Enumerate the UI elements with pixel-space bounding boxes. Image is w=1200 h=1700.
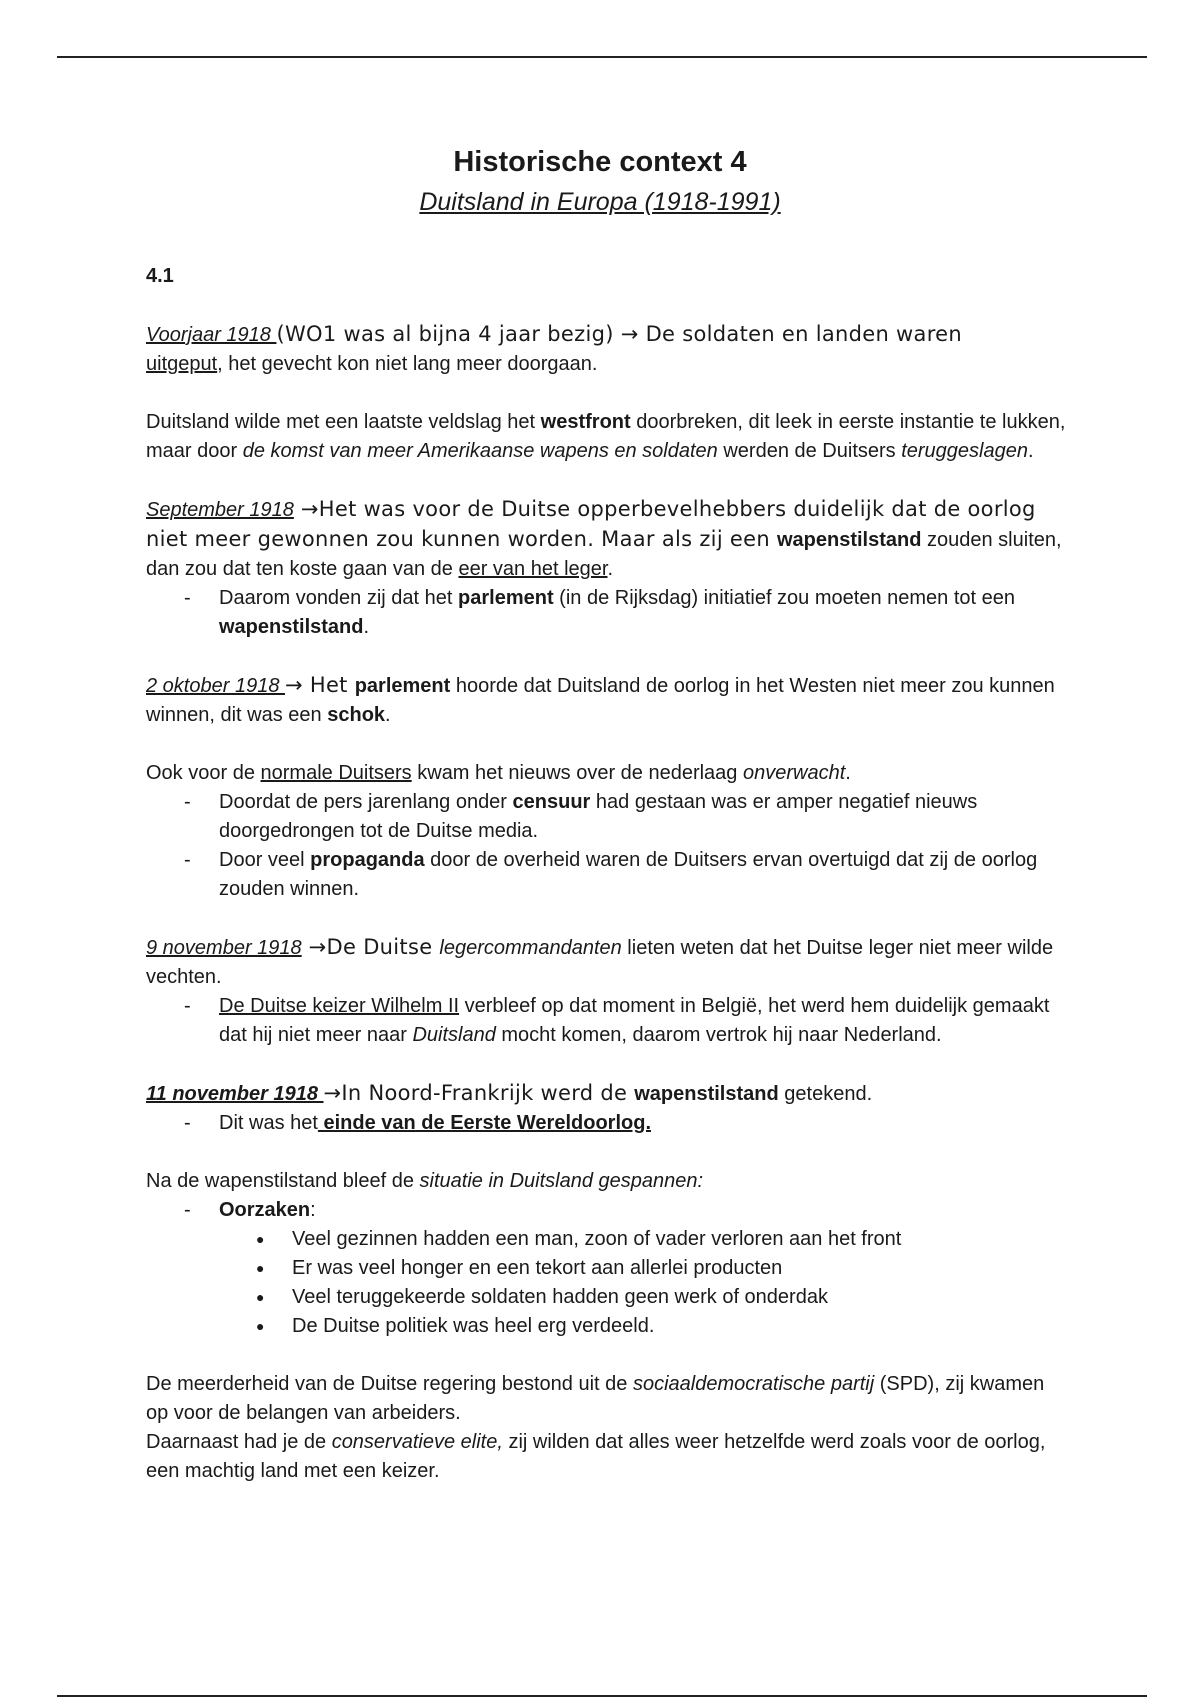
paragraph-11-november-1918: 11 november 1918 →In Noord-Frankrijk werd de wapenstilstand getekend. (146, 1081, 873, 1105)
list-item: - Doordat de pers jarenlang onder censuur had gestaan was er amper negatief nieuws doorgedrongen tot de Duitse media. (146, 788, 1066, 846)
dash-list (146, 788, 1066, 904)
page-title: Historische context 4 (453, 146, 747, 178)
page-subtitle: Duitsland in Europa (1918-1991) (419, 188, 781, 216)
list-item: - De Duitse keizer Wilhelm II verbleef op dat moment in België, het werd hem duidelijk gemaakt dat hij niet meer naar Duitsland mocht komen, daarom vertrok hij naar Nederland. (146, 992, 1066, 1050)
list-item: ● Veel gezinnen hadden een man, zoon of vader verloren aan het front (146, 1225, 1066, 1254)
date-label: 9 november 1918 (146, 937, 302, 959)
causes-list (146, 1225, 1066, 1341)
dash-list (146, 1109, 1066, 1138)
paragraph-september-1918: September 1918 →Het was voor de Duitse opperbevelhebbers duidelijk dat de oorlog niet meer gewonnen zou kunnen worden. Maar als zij een wapenstilstand zouden sluiten, dan zou dat ten koste gaan van de eer van het leger. (146, 497, 1062, 580)
paragraph-situatie: Na de wapenstilstand bleef de situatie in Duitsland gespannen: (146, 1170, 704, 1192)
date-label: 2 oktober 1918 (146, 675, 285, 697)
paragraph-9-november-1918: 9 november 1918 →De Duitse legercommandanten lieten weten dat het Duitse leger niet meer wilde vechten. (146, 935, 1054, 988)
paragraph-regering: De meerderheid van de Duitse regering bestond uit de sociaaldemocratische partij (SPD), zij kwamen op voor de belangen van arbeiders. Daarnaast had je de conservatieve elite, zij wilden dat alles weer hetzelfde werd zoals voor de oorlog, een machtig land met een keizer. (146, 1373, 1046, 1482)
list-item: ● De Duitse politiek was heel erg verdeeld. (146, 1312, 1066, 1341)
date-label: September 1918 (146, 499, 294, 521)
paragraph-2-oktober-1918: 2 oktober 1918 → Het parlement hoorde dat Duitsland de oorlog in het Westen niet meer zou kunnen winnen, dit was een schok. (146, 673, 1055, 726)
bottom-rule (57, 1695, 1147, 1697)
paragraph-normale-duitsers: Ook voor de normale Duitsers kwam het nieuws over de nederlaag onverwacht. (146, 762, 851, 784)
date-label: 11 november 1918 (146, 1083, 324, 1105)
document-body (146, 262, 1066, 1486)
dash-list (146, 1196, 1066, 1225)
dash-list (146, 992, 1066, 1050)
date-label: Voorjaar 1918 (146, 324, 277, 346)
dash-list (146, 584, 1066, 642)
section-number: 4.1 (146, 265, 174, 287)
top-rule (57, 56, 1147, 58)
paragraph-voorjaar-1918: Voorjaar 1918 (WO1 was al bijna 4 jaar bezig) → De soldaten en landen waren uitgeput, het gevecht kon niet lang meer doorgaan. (146, 322, 962, 375)
list-item: - Oorzaken: (146, 1196, 1066, 1225)
list-item: - Door veel propaganda door de overheid waren de Duitsers ervan overtuigd dat zij de oorlog zouden winnen. (146, 846, 1066, 904)
paragraph-westfront: Duitsland wilde met een laatste veldslag het westfront doorbreken, dit leek in eerste instantie te lukken, maar door de komst van meer Amerikaanse wapens en soldaten werden de Duitsers teruggeslagen. (146, 411, 1066, 462)
list-item: - Daarom vonden zij dat het parlement (in de Rijksdag) initiatief zou moeten nemen tot een wapenstilstand. (146, 584, 1066, 642)
list-item: ● Veel teruggekeerde soldaten hadden geen werk of onderdak (146, 1283, 1066, 1312)
list-item: ● Er was veel honger en een tekort aan allerlei producten (146, 1254, 1066, 1283)
list-item: - Dit was het einde van de Eerste Wereldoorlog. (146, 1109, 1066, 1138)
